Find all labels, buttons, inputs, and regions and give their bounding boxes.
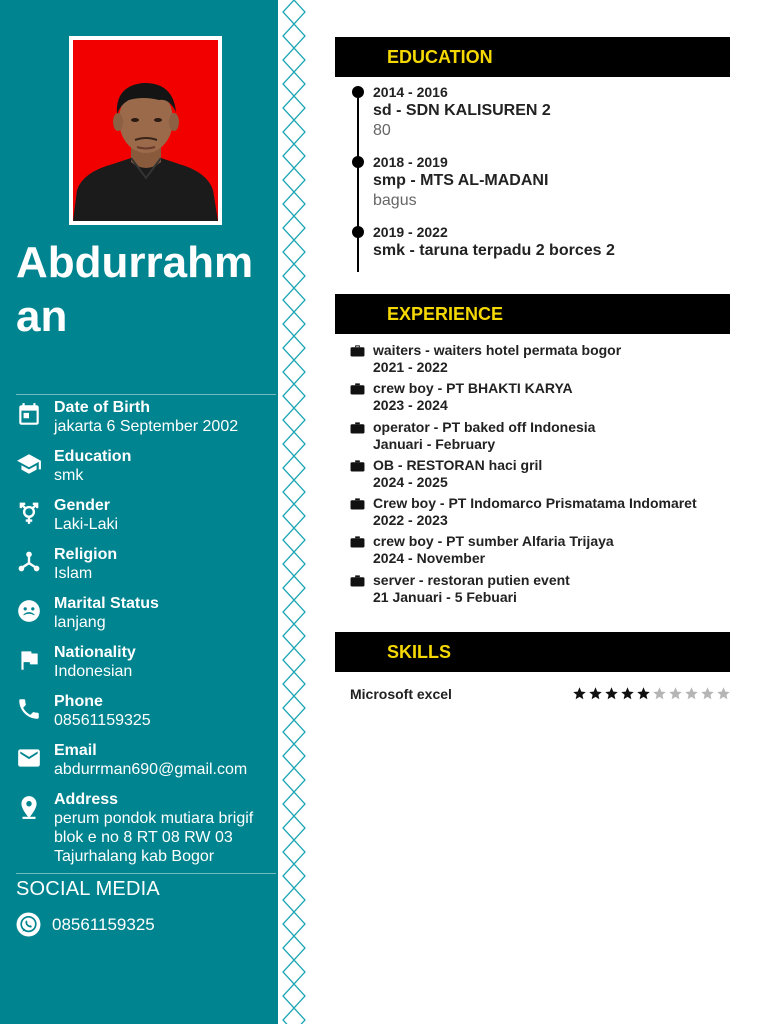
calendar-icon	[16, 402, 42, 428]
graduation-cap-icon	[16, 451, 42, 477]
info-marital-status	[16, 594, 278, 643]
experience-list	[350, 342, 730, 610]
briefcase-icon	[350, 382, 365, 395]
experience-item	[350, 495, 730, 533]
star-filled-icon	[620, 686, 635, 701]
star-filled-icon	[636, 686, 651, 701]
religion-icon	[16, 549, 42, 575]
education-timeline-line	[357, 90, 359, 272]
experience-header	[335, 294, 730, 334]
personal-info-list	[16, 398, 278, 865]
info-label: Phone	[54, 693, 103, 710]
info-value: jakarta 6 September 2002	[54, 418, 239, 435]
education-years: 2019 - 2022	[373, 224, 448, 240]
profile-photo-frame	[69, 36, 222, 225]
info-label: Nationality	[54, 644, 136, 661]
info-label: Address	[54, 791, 119, 808]
info-religion	[16, 545, 278, 594]
experience-date: Januari - February	[373, 435, 496, 452]
skill-name: Microsoft excel	[350, 686, 452, 702]
experience-date: 2023 - 2024	[373, 397, 448, 414]
star-filled-icon	[604, 686, 619, 701]
gender-icon	[16, 500, 42, 526]
decorative-diamond-strip	[278, 0, 310, 1024]
briefcase-icon	[350, 497, 365, 510]
briefcase-icon	[350, 535, 365, 548]
marital-status-icon	[16, 598, 42, 624]
star-empty-icon	[668, 686, 683, 701]
briefcase-icon	[350, 344, 365, 357]
education-note: 80	[373, 122, 391, 139]
phone-icon	[16, 696, 42, 722]
education-item	[373, 224, 723, 261]
info-value: abdurrman690@gmail.com	[54, 761, 248, 778]
briefcase-icon	[350, 459, 365, 472]
education-note: bagus	[373, 192, 417, 209]
info-phone	[16, 692, 278, 741]
info-value: 08561159325	[54, 712, 151, 729]
email-icon	[16, 745, 42, 771]
info-nationality	[16, 643, 278, 692]
info-value: lanjang	[54, 614, 106, 631]
info-value: Indonesian	[54, 663, 133, 680]
experience-date: 2024 - 2025	[373, 473, 448, 490]
info-label: Education	[54, 448, 132, 465]
info-value: perum pondok mutiara brigif blok e no 8 RT 08 RW 03 Tajurhalang kab Bogor	[54, 810, 254, 865]
info-education	[16, 447, 278, 496]
skills-header	[335, 632, 730, 672]
info-email	[16, 741, 278, 790]
info-address	[16, 790, 278, 865]
sidebar	[0, 0, 278, 1024]
experience-title: waiters - waiters hotel permata bogor	[373, 342, 622, 358]
info-label: Marital Status	[54, 595, 159, 612]
experience-item	[350, 419, 730, 457]
education-header	[335, 37, 730, 77]
education-school: smp - MTS AL-MADANI	[373, 172, 549, 189]
timeline-dot	[352, 226, 364, 238]
star-empty-icon	[652, 686, 667, 701]
section-title: EDUCATION	[387, 47, 493, 67]
experience-item	[350, 572, 730, 610]
divider	[16, 873, 276, 874]
info-label: Email	[54, 742, 97, 759]
whatsapp-icon	[16, 912, 41, 937]
info-date-of-birth	[16, 398, 278, 447]
experience-date: 2022 - 2023	[373, 512, 448, 529]
briefcase-icon	[350, 421, 365, 434]
experience-date: 21 Januari - 5 Febuari	[373, 588, 517, 605]
skill-rating	[572, 686, 731, 702]
social-value: 08561159325	[52, 915, 155, 934]
education-school: sd - SDN KALISUREN 2	[373, 102, 551, 119]
experience-title: Crew boy - PT Indomarco Prismatama Indomaret	[373, 495, 697, 512]
experience-title: crew boy - PT sumber Alfaria Trijaya	[373, 533, 614, 550]
section-title: SKILLS	[387, 642, 452, 662]
experience-item	[350, 533, 730, 571]
info-value: Islam	[54, 565, 93, 582]
info-label: Gender	[54, 497, 111, 514]
info-value: smk	[54, 467, 84, 484]
location-pin-icon	[16, 794, 42, 820]
social-media-title: SOCIAL MEDIA	[16, 878, 160, 900]
flag-icon	[16, 647, 42, 673]
experience-item	[350, 342, 730, 380]
star-empty-icon	[684, 686, 699, 701]
experience-title: crew boy - PT BHAKTI KARYA	[373, 380, 573, 397]
education-item	[373, 84, 723, 140]
profile-name: Abdurrahman	[16, 238, 254, 341]
info-label: Date of Birth	[54, 399, 150, 416]
experience-date: 2021 - 2022	[373, 359, 448, 375]
experience-item	[350, 380, 730, 418]
education-school: smk - taruna terpadu 2 borces 2	[373, 242, 615, 259]
experience-title: operator - PT baked off Indonesia	[373, 418, 596, 435]
section-title: EXPERIENCE	[387, 304, 504, 324]
experience-item	[350, 457, 730, 495]
info-gender	[16, 496, 278, 545]
profile-photo	[73, 40, 218, 221]
education-years: 2018 - 2019	[373, 154, 448, 170]
education-years: 2014 - 2016	[373, 84, 448, 100]
experience-title: OB - RESTORAN haci gril	[373, 456, 543, 473]
briefcase-icon	[350, 574, 365, 587]
info-label: Religion	[54, 546, 118, 563]
star-empty-icon	[716, 686, 731, 701]
info-value: Laki-Laki	[54, 516, 119, 533]
experience-title: server - restoran putien event	[373, 571, 570, 588]
divider	[16, 394, 276, 395]
star-filled-icon	[572, 686, 587, 701]
star-empty-icon	[700, 686, 715, 701]
experience-date: 2024 - November	[373, 550, 486, 567]
education-item	[373, 154, 723, 210]
timeline-dot	[352, 156, 364, 168]
timeline-dot	[352, 86, 364, 98]
star-filled-icon	[588, 686, 603, 701]
